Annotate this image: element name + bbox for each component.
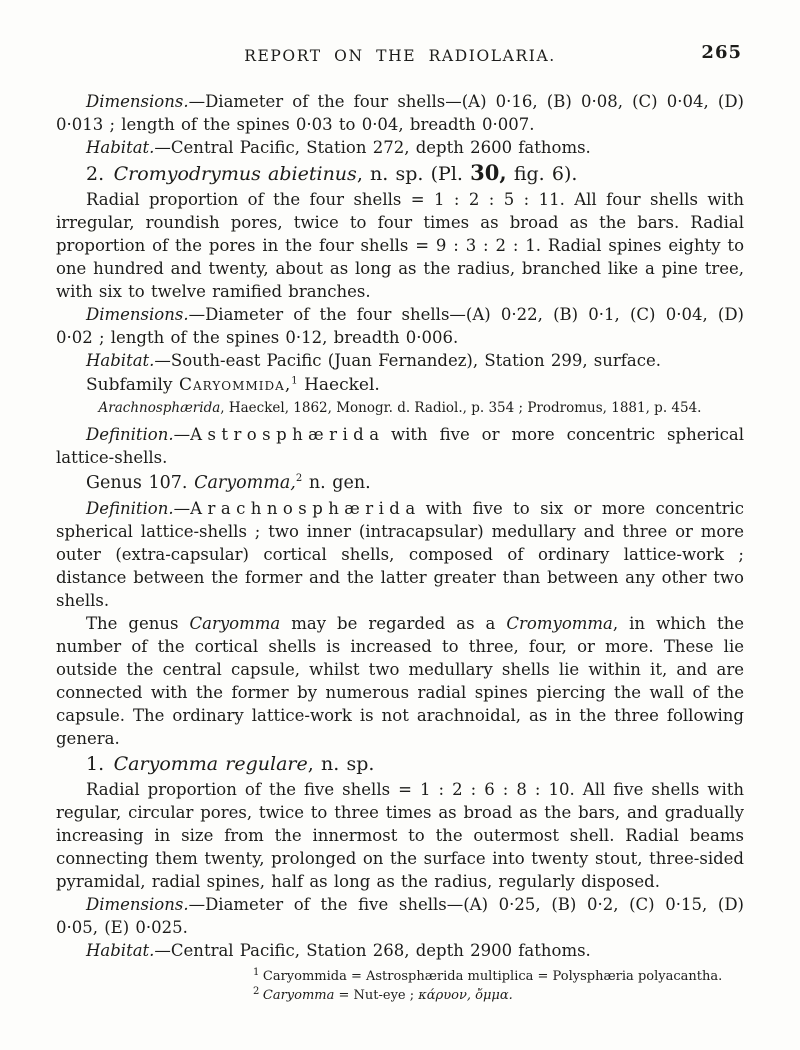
species-2-heading [56,159,744,188]
discussion-text: The genus [86,614,190,633]
subfamily-prefix: Subfamily [86,375,179,395]
page-header [56,44,744,64]
species-description: Radial proportion of the five shells = 1 : 2 : 6 : 8 : 10. All five shells with regular, circular pores, twice to three times as broad as the bars, and gradually increasing in size from the innermost to the outermost shell. Radial beams connecting them twenty, prolonged on the surface into twenty stout, three-sided pyramidal, radial spines, half as long as the radius, regularly disposed. [56,780,744,891]
definition-emphasized-term: Arachnosphærida [190,499,421,518]
footnote-2-text: = Nut-eye ; [334,988,419,1003]
definition-text: with five or more concentric spherical lattice-shells. [56,425,744,467]
footnote-2-greek-etymology: κάρυον, ὄμμα. [418,988,513,1003]
definition-label: Definition. [86,425,174,444]
species-heading-tail: , n. sp. [307,753,375,775]
genus-prefix: Genus 107. [86,473,195,493]
species-1-habitat-paragraph [56,939,744,962]
footnote-ref-1: 1 [291,375,298,387]
footnote-1 [253,967,744,986]
species-1-description-paragraph [56,778,744,893]
genus-name-mention: Caryomma [189,614,281,633]
footnote-1-text: Caryommida = Astrosphærida multiplica = Polysphæria polyacantha. [262,969,723,984]
discussion-text: may be regarded as a [280,614,507,633]
footnote-2-marker: 2 [253,985,260,997]
subfamily-definition-paragraph [56,423,744,469]
genus-name: Caryomma, [194,473,296,493]
species-name: Caryomma regulare [113,753,308,775]
species-2-habitat-paragraph [56,349,744,372]
genus-name-mention: Cromyomma [506,614,613,633]
habitat-label: Habitat. [86,941,155,960]
species-heading-tail: fig. 6). [506,163,578,185]
plate-number: 30, [470,160,507,185]
dimensions-label: Dimensions. [86,92,189,111]
definition-dash: — [173,499,191,518]
subfamily-author: Haeckel. [297,375,380,395]
footnote-2-genus-name: Caryomma [262,988,335,1003]
species-name: Cromyodrymus abietinus [113,163,357,185]
species-1-heading [56,750,744,778]
species-number: 2. [86,163,105,185]
dimensions-text: —Diameter of the five shells—(A) 0·25, (B) 0·2, (C) 0·15, (D) 0·05, (E) 0·025. [56,895,744,937]
synonym-name: Arachnosphærida [98,400,221,416]
subfamily-name: Caryommida, [178,375,292,395]
habitat-label: Habitat. [86,351,155,370]
footnote-2 [253,986,744,1005]
discussion-text: , in which the number of the cortical shells is increased to three, four, or more. These lie outside the central capsule, whilst two medullary shells lie within it, and are connected with the former by numerous radial spines piercing the wall of the capsule. The ordinary lattice-work is not arachnoidal, as in the three following genera. [56,614,744,748]
species-2-description-paragraph [56,188,744,303]
genus-suffix: n. gen. [302,473,371,493]
dimensions-text: —Diameter of the four shells—(A) 0·16, (B) 0·08, (C) 0·04, (D) 0·013 ; length of the spines 0·03 to 0·04, breadth 0·007. [56,92,744,134]
prev-species-habitat-paragraph [56,136,744,159]
genus-heading [56,469,744,497]
species-heading-mid: , n. sp. (Pl. [356,163,471,185]
habitat-text: —Central Pacific, Station 268, depth 2900 fathoms. [154,941,591,960]
habitat-label: Habitat. [86,138,155,157]
prev-species-dimensions-paragraph [56,90,744,136]
footnote-1-marker: 1 [253,966,260,978]
page-number: 265 [701,42,742,63]
definition-text: with five to six or more concentric spherical lattice-shells ; two inner (intracapsular) medullary and three or more outer (extra-capsular) cortical shells, composed of ordinary lattice-work ; distance between the former and the latter greater than between any other two shells. [56,499,744,610]
definition-label: Definition. [86,499,174,518]
species-2-dimensions-paragraph [56,303,744,349]
subfamily-heading [56,372,744,398]
synonym-citation: , Haeckel, 1862, Monogr. d. Radiol., p. 354 ; Prodromus, 1881, p. 454. [220,400,702,416]
dimensions-text: —Diameter of the four shells—(A) 0·22, (B) 0·1, (C) 0·04, (D) 0·02 ; length of the spines 0·12, breadth 0·006. [56,305,744,347]
genus-definition-paragraph [56,497,744,612]
definition-emphasized-term: Astrosphærida [190,425,385,444]
habitat-text: —South-east Pacific (Juan Fernandez), Station 299, surface. [154,351,661,370]
species-description: Radial proportion of the four shells = 1 : 2 : 5 : 11. All four shells with irregular, roundish pores, twice to four times as broad as the bars. Radial proportion of the pores in the four shells = 9 : 3 : 2 : 1. Radial spines eighty to one hundred and twenty, about as long as the radius, branched like a pine tree, with six to twelve ramified branches. [56,190,744,301]
genus-discussion-paragraph [56,612,744,750]
species-number: 1. [86,753,105,775]
subfamily-synonymy [56,398,744,418]
running-title: REPORT ON THE RADIOLARIA. [244,47,556,65]
footnotes-block [253,967,744,1005]
dimensions-label: Dimensions. [86,895,189,914]
habitat-text: —Central Pacific, Station 272, depth 2600 fathoms. [154,138,591,157]
species-1-dimensions-paragraph [56,893,744,939]
footnote-ref-2: 2 [295,473,303,485]
definition-dash: — [173,425,191,444]
dimensions-label: Dimensions. [86,305,189,324]
